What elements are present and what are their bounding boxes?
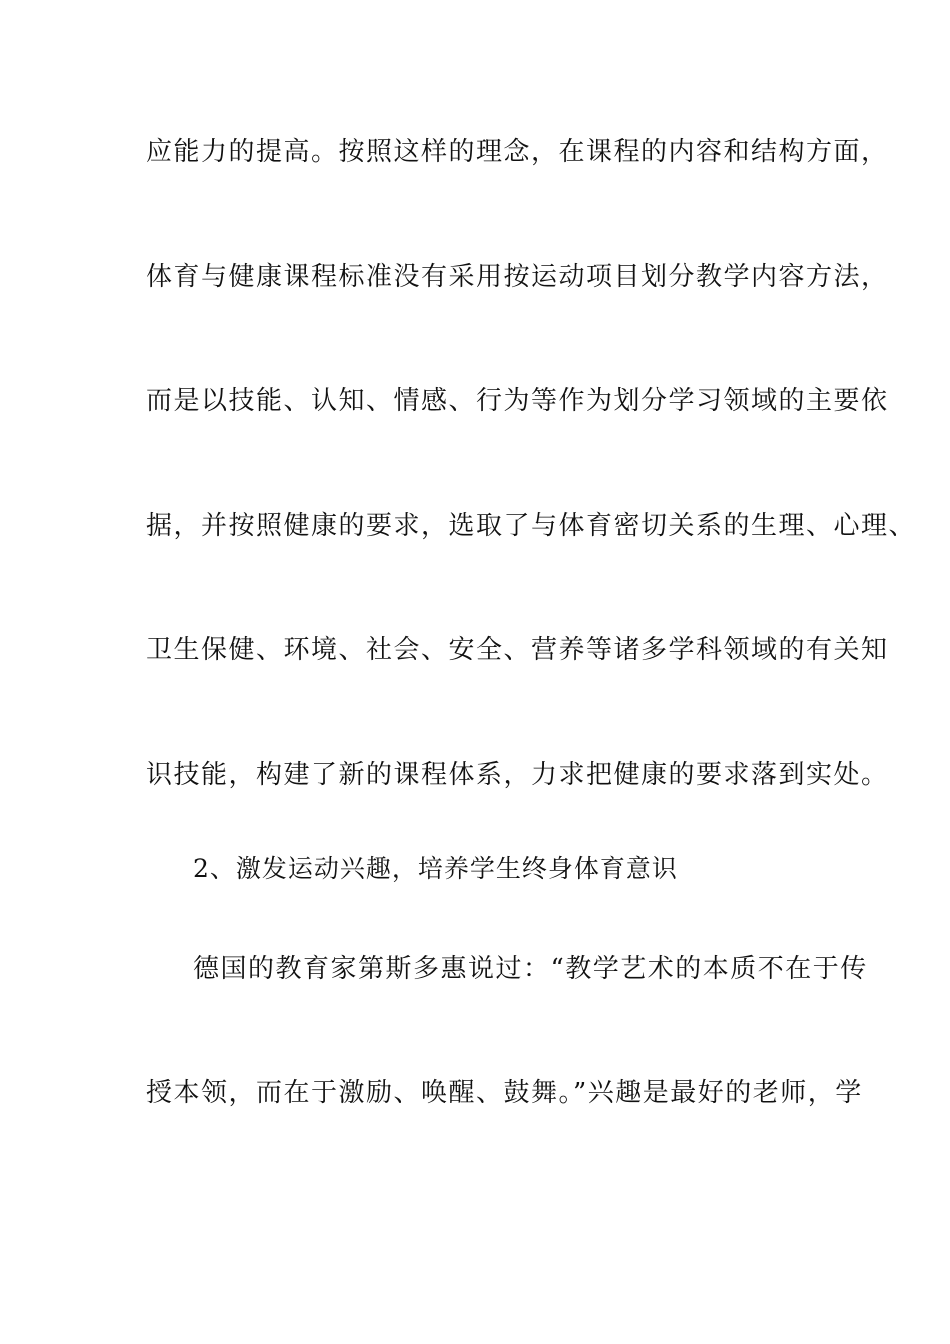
text-line-4: 据，并按照健康的要求，选取了与体育密切关系的生理、心理、: [146, 511, 917, 541]
text-line-5: 卫生保健、环境、社会、安全、营养等诸多学科领域的有关知: [146, 635, 889, 665]
paragraph-2-line-2: 授本领，而在于激励、唤醒、鼓舞。”兴趣是最好的老师，学: [146, 1078, 863, 1108]
section-heading: 2、激发运动兴趣，培养学生终身体育意识: [193, 854, 678, 883]
text-line-6: 识技能，构建了新的课程体系，力求把健康的要求落到实处。: [146, 760, 889, 790]
text-line-1: 应能力的提高。按照这样的理念，在课程的内容和结构方面，: [146, 137, 889, 167]
paragraph-2-line-1: 德国的教育家第斯多惠说过：“教学艺术的本质不在于传: [193, 954, 868, 984]
text-line-2: 体育与健康课程标准没有采用按运动项目划分教学内容方法，: [146, 262, 889, 292]
text-line-3: 而是以技能、认知、情感、行为等作为划分学习领域的主要依: [146, 386, 889, 416]
